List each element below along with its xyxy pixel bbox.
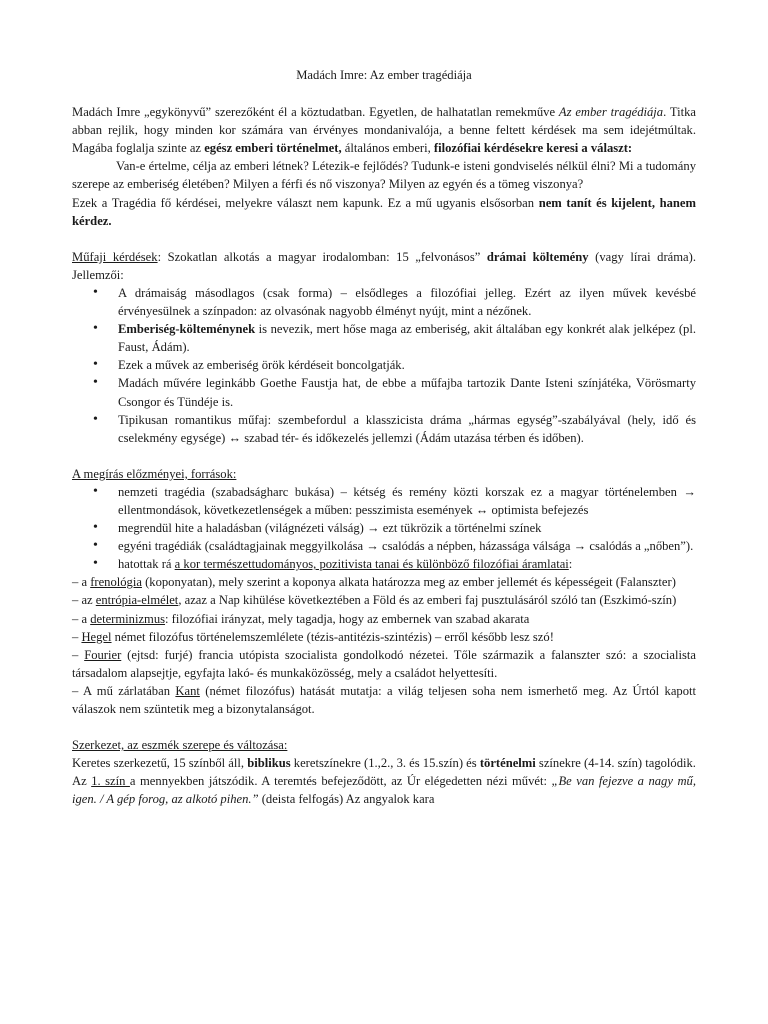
influences-list: [72, 573, 696, 718]
text-run: (vagy lírai dráma). Jellemzői:: [72, 249, 696, 282]
list-item: [72, 519, 696, 537]
text-run: (ejtsd: furjé) francia utópista szocialista gondolkodó nézetei. Tőle származik a falanszter szó: a szocialista társadalom alapsejtje, egyfajta lakó- és munkaközösség, mely a családot helyettesíti.: [72, 647, 696, 680]
influence-item: [72, 646, 696, 682]
underlined-text: Kant: [175, 683, 200, 698]
text-run: A drámaiság másodlagos (csak forma) – elsődleges a filozófiai jelleg. Ezért az ilyen művek kevésbé érvényesülnek a színpadon: az olvasónak nagyobb élményt nyújt, mint a nézőnek.: [118, 285, 696, 319]
list-item: [72, 284, 696, 320]
text-run: Ezek a Tragédia fő kérdései, melyekre választ nem kapunk. Ez a mű ugyanis elsősorban: [72, 195, 539, 210]
text-run: –: [72, 647, 85, 662]
underlined-text: frenológia: [90, 575, 142, 590]
text-run: (német filozófus) hatását mutatja: a világ teljesen soha nem ismerhető meg. Az Úrtól kapott válaszok nem szüntetik meg a bizonytalanságot.: [72, 683, 696, 716]
text-run: :: [568, 557, 573, 572]
text-run: színekre (4-14. szín) tagolódik.: [535, 756, 696, 771]
text-run: (deista felfogás) Az angyalok kara: [258, 792, 435, 807]
list-item: [72, 320, 696, 356]
intro-paragraph: [72, 103, 696, 157]
list-item: [72, 411, 696, 447]
text-run: Tipikusan romantikus műfaj: szembefordul a klasszicista dráma „hármas egység”-szabályával (hely, idő és cselekmény egysége) ↔ szabad tér- és időkezelés jellemzi (Ádám utazása térben és időben).: [118, 412, 696, 445]
bold-text: drámai költemény: [486, 249, 589, 264]
text-run: – az: [72, 593, 96, 608]
text-run: egyéni tragédiák (családtagjainak meggyilkolása → csalódás a népben, házassága válsága → csalódás a „nőben”).: [118, 539, 694, 554]
bold-text: biblikus: [247, 756, 291, 771]
text-run: : filozófiai irányzat, mely tagadja, hogy az embernek van szabad akarata: [165, 611, 530, 626]
italic-text: Az ember tragédiája: [558, 105, 664, 120]
bold-text: Emberiség-költeménynek: [118, 322, 256, 337]
influence-item: [72, 591, 696, 609]
underlined-text: determinizmus: [90, 611, 166, 626]
text-run: , azaz a Nap kihülése következtében a Föld és az emberi faj pusztulásáról szóló tan (Eszkimó-szín): [178, 593, 677, 608]
underlined-text: Műfaji kérdések: [72, 249, 158, 264]
list-item: [72, 483, 696, 519]
text-run: Az: [72, 774, 92, 789]
underlined-text: Fourier: [84, 647, 122, 662]
italic-text: „Be van fejezve a nagy mű, igen. / A gép forog, az alkotó pihen.”: [72, 774, 696, 807]
text-run: hatottak rá: [118, 557, 175, 572]
text-run: : Szokatlan alkotás a magyar irodalomban: 15 „felvonásos”: [157, 249, 487, 264]
text-run: nemzeti tragédia (szabadságharc bukása) – kétség és remény közti korszak ez a magyar történelemben → ellentmondások, következetlenségek a műben: pesszimista események ↔ optimista befejezés: [118, 484, 696, 517]
text-run: Madách művére leginkább Goethe Faustja hat, de ebbe a műfajba tartozik Dante Isteni színjátéka, Vörösmarty Csongor és Tündéje is.: [118, 376, 696, 409]
questions-paragraph: [72, 157, 696, 193]
text-run: – a: [72, 611, 91, 626]
bold-text: egész emberi történelmet,: [204, 141, 342, 156]
underlined-text: Hegel: [81, 629, 112, 644]
underlined-text: 1. szín: [91, 774, 130, 789]
text-run: Madách Imre „egykönyvű” szerezőként él a köztudatban. Egyetlen, de halhatatlan remekműve: [72, 105, 559, 120]
list-item: [72, 537, 696, 555]
underlined-text: entrópia-elmélet: [95, 593, 179, 608]
bold-text: filozófiai kérdésekre keresi a választ:: [433, 141, 633, 156]
influence-item: [72, 682, 696, 718]
text-run: megrendül hite a haladásban (világnézeti válság) → ezt tükrözik a történelmi színek: [118, 521, 542, 536]
influence-item: [72, 628, 696, 646]
text-run: Van-e értelme, célja az emberi létnek? Létezik-e fejlődés? Tudunk-e isteni gondviselés nélkül élni? Mi a tudomány szerepe az emberiség életében? Milyen a férfi és nő viszonya? Milyen az egyén és a tömeg viszonya?: [72, 159, 696, 192]
text-run: keretszínekre (1.,2., 3. és 15.szín) és: [290, 756, 480, 771]
summary-paragraph: [72, 194, 696, 230]
text-run: – A mű zárlatában: [72, 683, 176, 698]
bold-text: történelmi: [479, 756, 536, 771]
list-item: [72, 374, 696, 410]
text-run: is nevezik, mert hőse maga az emberiség, akit általában egy konkrét alak jelképez (pl. Faust, Ádám).: [118, 322, 696, 355]
text-run: – a: [72, 575, 91, 590]
structure-paragraph: [72, 754, 696, 772]
influence-item: [72, 573, 696, 591]
sources-list: [72, 483, 696, 573]
text-run: Keretes szerkezetű, 15 színből áll,: [72, 756, 248, 771]
text-run: (koponyatan), mely szerint a koponya alkata határozza meg az ember jellemét és képességeit (Falanszter): [141, 575, 676, 590]
text-run: –: [72, 629, 82, 644]
text-run: . Titka abban rejlik, hogy minden kor számára van érvényes mondanivalója, a benne feltett kérdések ma sem idejétmúltak. Magába foglalja szinte az: [72, 105, 696, 156]
page-title: Madách Imre: Az ember tragédiája: [296, 68, 472, 82]
text-run: német filozófus történelemszemlélete (tézis-antitézis-szintézis) – erről később lesz szó!: [111, 629, 554, 644]
underlined-text: a kor természettudományos, pozitivista tanai és különböző filozófiai áramlatai: [174, 557, 569, 572]
genre-list: [72, 284, 696, 447]
list-item: [72, 555, 696, 573]
list-item: [72, 356, 696, 374]
influence-item: [72, 610, 696, 628]
first-scene-paragraph: [72, 772, 696, 808]
text-run: Ezek a művek az emberiség örök kérdéseit boncolgatják.: [118, 358, 405, 373]
genre-lead: [72, 248, 696, 284]
bold-text: nem tanít és kijelent, hanem kérdez.: [72, 195, 696, 228]
text-run: általános emberi,: [341, 141, 434, 156]
text-run: a mennyekben játszódik. A teremtés befejeződött, az Úr elégedetten nézi művét:: [129, 774, 552, 789]
structure-heading: Szerkezet, az eszmék szerepe és változása:: [72, 738, 288, 753]
sources-heading: A megírás előzményei, források:: [72, 466, 237, 481]
